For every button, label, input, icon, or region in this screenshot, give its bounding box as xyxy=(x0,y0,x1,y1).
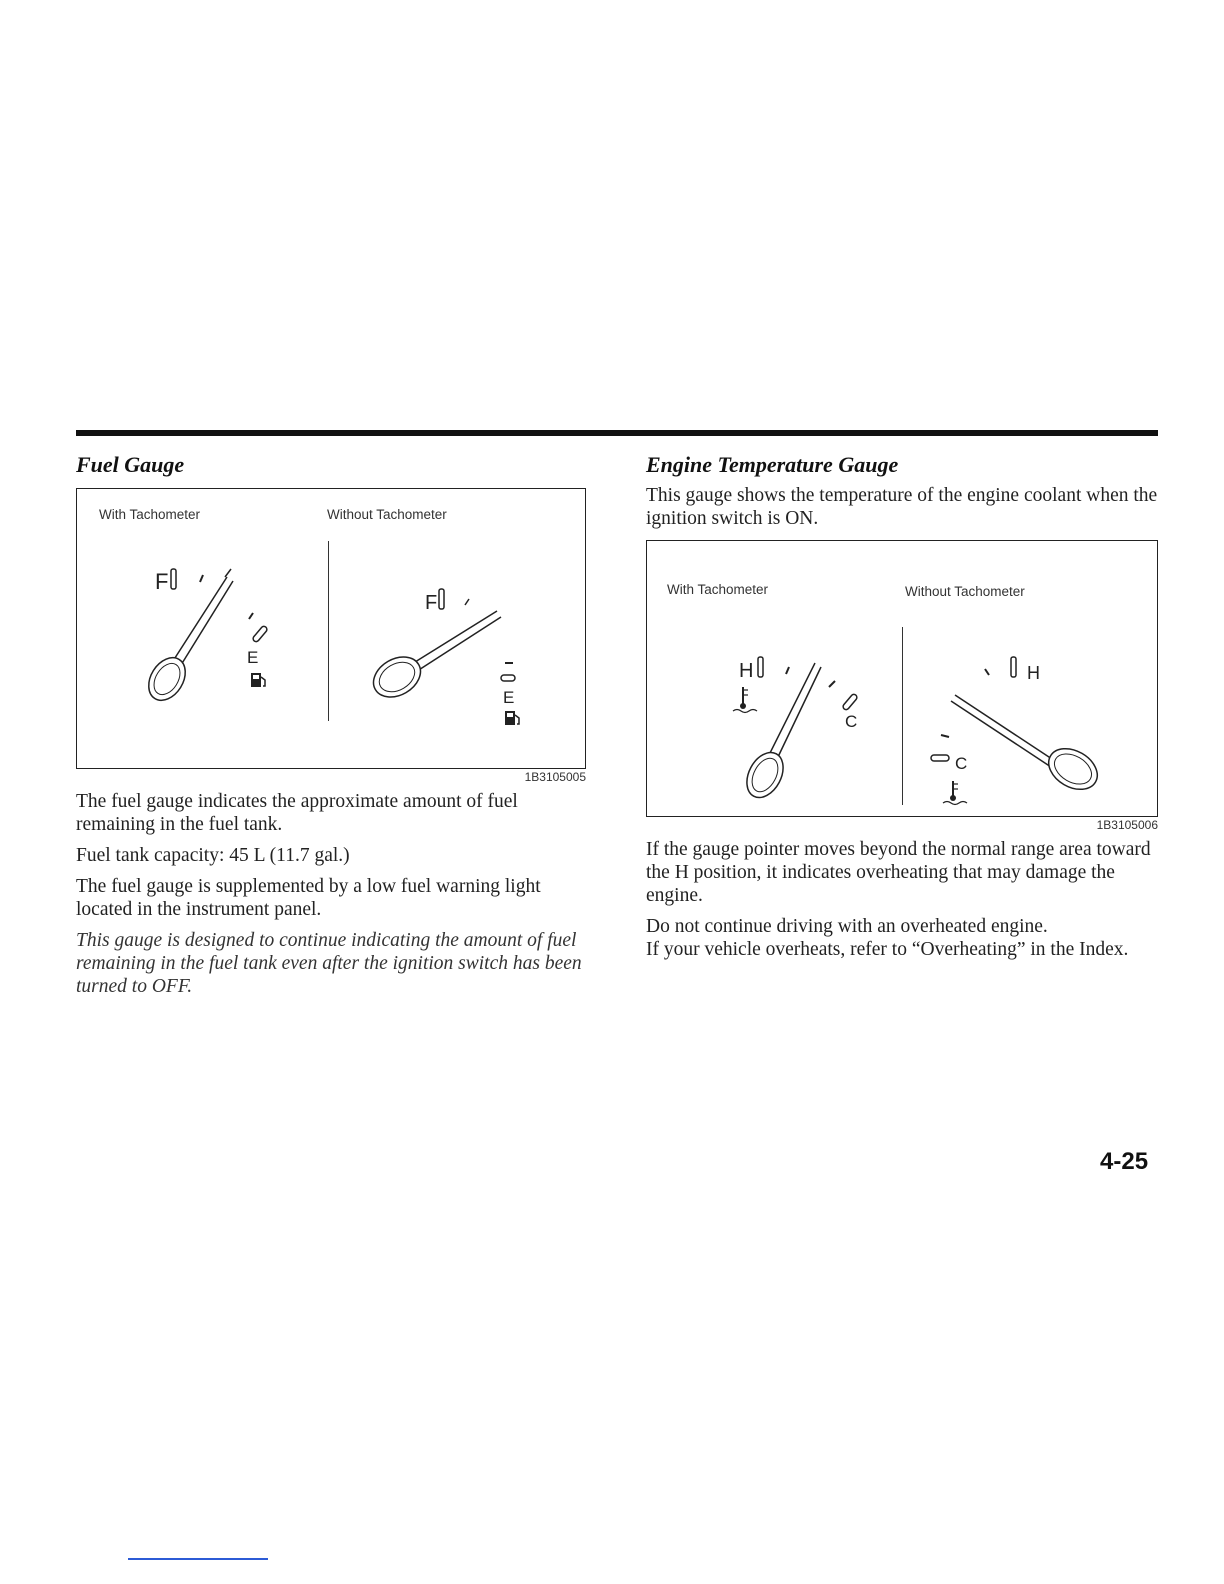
engine-temperature-title: Engine Temperature Gauge xyxy=(646,452,899,477)
engine-temperature-intro: This gauge shows the temperature of the engine coolant when the ignition switch is ON. xyxy=(646,485,1158,529)
fuel-gauge-title: Fuel Gauge xyxy=(76,452,185,477)
figure-divider xyxy=(328,541,329,721)
temp-label-without-tachometer: Without Tachometer xyxy=(905,584,1025,599)
fuel-paragraph-1: The fuel gauge indicates the approximate amount of fuel remaining in the fuel tank. xyxy=(76,791,518,835)
temp-gauge-without-tach-illustration xyxy=(927,651,1117,811)
figure-divider xyxy=(902,627,903,805)
fuel-pump-icon xyxy=(251,673,265,687)
temp-cold-mark-with: C xyxy=(845,712,858,731)
temp-hot-mark-without: H xyxy=(1027,663,1040,683)
coolant-temperature-icon xyxy=(943,781,967,805)
fuel-empty-mark-with: E xyxy=(247,648,259,667)
temp-cold-mark-without: C xyxy=(955,754,968,773)
footer-line xyxy=(128,1558,268,1560)
temp-paragraph-1: If the gauge pointer moves beyond the normal range area toward the H position, it indicates overheating that may damage the engine. xyxy=(646,839,1151,906)
engine-temperature-figure xyxy=(646,540,1158,817)
fuel-empty-mark-without: E xyxy=(503,688,515,707)
fuel-figure-code: 1B3105005 xyxy=(524,770,586,784)
coolant-temperature-icon xyxy=(733,687,757,713)
section-rule xyxy=(76,430,1158,436)
fuel-label-without-tachometer: Without Tachometer xyxy=(327,507,447,522)
fuel-gauge-without-tach-illustration xyxy=(367,559,547,739)
temp-label-with-tachometer: With Tachometer xyxy=(667,582,769,597)
fuel-paragraph-2: Fuel tank capacity: 45 L (11.7 gal.) xyxy=(76,845,350,866)
fuel-label-with-tachometer: With Tachometer xyxy=(99,507,201,522)
temp-paragraph-2: Do not continue driving with an overheated engine. xyxy=(646,916,1048,937)
fuel-pump-icon xyxy=(505,711,519,725)
temp-gauge-with-tach-illustration xyxy=(725,641,885,816)
fuel-gauge-section xyxy=(76,452,586,998)
fuel-full-mark-with: F xyxy=(155,569,169,594)
temp-paragraph-3: If your vehicle overheats, refer to “Overheating” in the Index. xyxy=(646,939,1129,960)
fuel-full-mark-without: F xyxy=(425,592,438,614)
page-number: 4-25 xyxy=(1100,1148,1149,1175)
temp-figure-code: 1B3105006 xyxy=(1096,818,1158,832)
fuel-paragraph-3: The fuel gauge is supplemented by a low fuel warning light located in the instrument panel. xyxy=(76,876,541,920)
fuel-gauge-with-tach-illustration xyxy=(137,549,297,719)
fuel-note: This gauge is designed to continue indicating the amount of fuel remaining in the fuel tank even after the ignition switch has been turned to OFF. xyxy=(76,930,582,997)
temp-hot-mark-with: H xyxy=(739,660,754,682)
fuel-gauge-figure xyxy=(76,488,586,769)
engine-temperature-section xyxy=(646,452,1158,961)
